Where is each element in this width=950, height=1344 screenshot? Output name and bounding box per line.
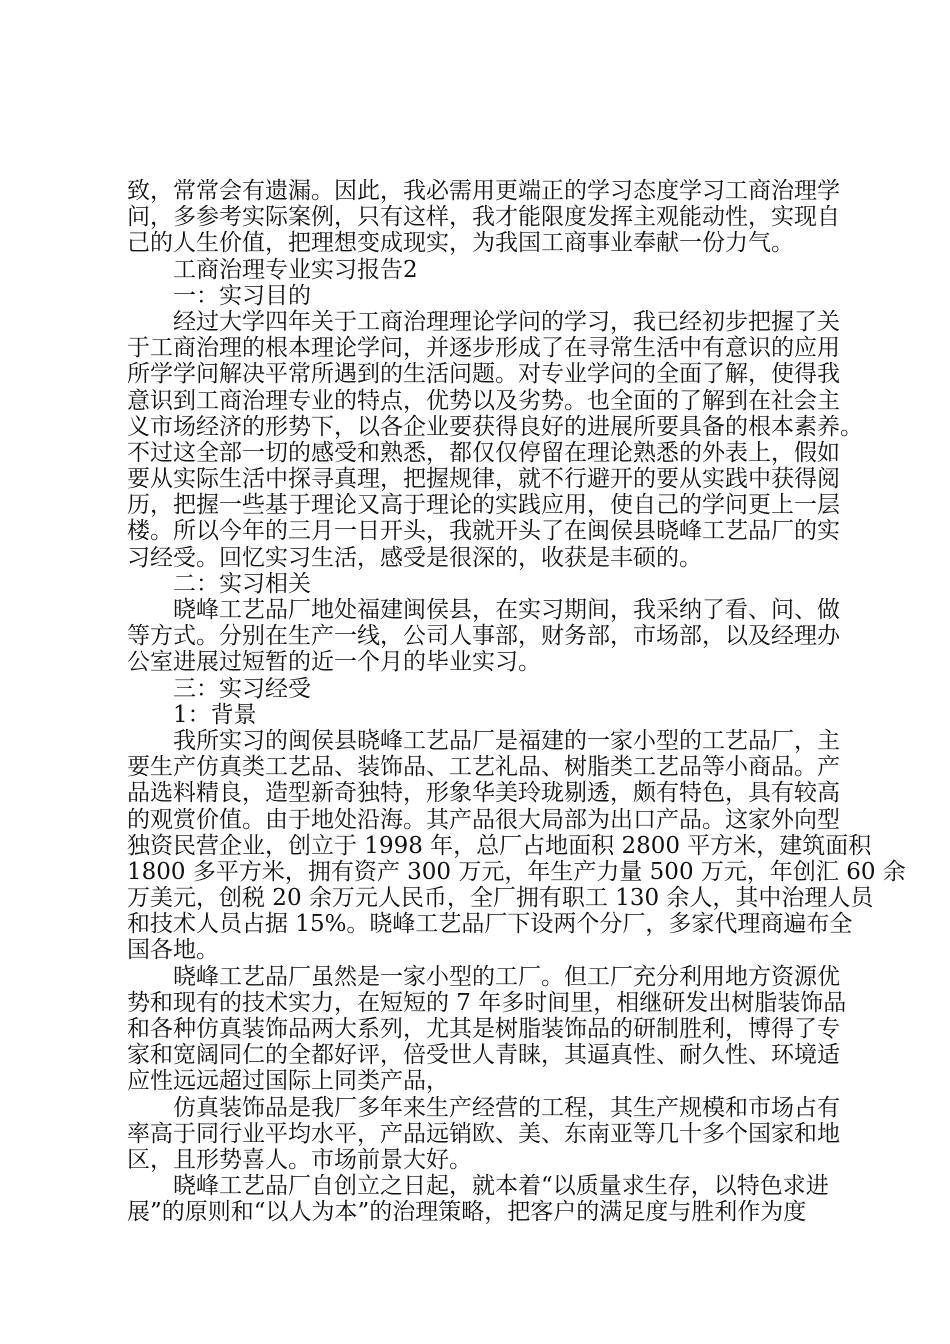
text-line: 家和宽阔同仁的全都好评，倍受世人青睐，其逼真性、耐久性、环境适 [127,1042,840,1069]
text-line: 仿真装饰品是我厂多年来生产经营的工程，其生产规模和市场占有 [173,1094,840,1121]
text-line: 1800 多平方米，拥有资产 300 万元，年生产力量 500 万元，年创汇 60 余 [127,858,906,885]
text-line: 楼。所以今年的三月一日开头，我就开头了在闽侯县晓峰工艺品厂的实 [127,518,840,545]
text-line: 习经受。回忆实习生活，感受是很深的，收获是丰硕的。 [127,544,702,571]
text-line: 二：实习相关 [173,570,311,597]
text-line: 要生产仿真类工艺品、装饰品、工艺礼品、树脂类工艺品等小商品。产 [127,754,840,781]
text-line: 和各种仿真装饰品两大系列，尤其是树脂装饰品的研制胜利，博得了专 [127,1016,840,1042]
text-line: 和技术人员占据 15%。晓峰工艺品厂下设两个分厂，多家代理商遍布全 [127,911,853,938]
text-line: 不过这全部一切的感受和熟悉，都仅仅停留在理论熟悉的外表上，假如 [127,439,840,466]
text-line: 晓峰工艺品厂自创立之日起，就本着“以质量求生存，以特色求进 [173,1173,829,1200]
text-line: 1：背景 [173,701,257,728]
text-line: 区，且形势喜人。市场前景大好。 [127,1146,472,1173]
text-line: 义市场经济的形势下，以各企业要获得良好的进展所要具备的根本素养。 [127,413,863,440]
text-line: 等方式。分别在生产一线，公司人事部，财务部，市场部，以及经理办 [127,623,840,650]
text-line: 国各地。 [127,937,219,964]
text-line: 历，把握一些基于理论又高于理论的实践应用，使自己的学问更上一层 [127,492,840,519]
text-line: 经过大学四年关于工商治理理论学问的学习，我已经初步把握了关 [173,308,840,335]
text-line: 万美元，创税 20 余万元人民币，全厂拥有职工 130 余人，其中治理人员 [127,885,874,912]
text-line: 致，常常会有遗漏。因此，我必需用更端正的学习态度学习工商治理学 [127,178,840,204]
text-line: 己的人生价值，把理想变成现实，为我国工商事业奉献一份力气。 [127,230,794,257]
text-line: 工商治理专业实习报告2 [173,256,418,283]
text-line: 要从实际生活中探寻真理，把握规律，就不行避开的要从实践中获得阅 [127,466,840,493]
text-line: 意识到工商治理专业的特点，优势以及劣势。也全面的了解到在社会主 [127,387,840,414]
text-line: 晓峰工艺品厂地处福建闽侯县，在实习期间，我采纳了看、问、做 [173,597,840,623]
text-line: 的观赏价值。由于地处沿海。其产品很大局部为出口产品。这家外向型 [127,806,840,833]
text-line: 独资民营企业，创立于 1998 年，总厂占地面积 2800 平方米，建筑面积 [127,832,872,859]
text-line: 势和现有的技术实力，在短短的 7 年多时间里，相继研发出树脂装饰品 [127,989,847,1016]
text-line: 展”的原则和“以人为本”的治理策略，把客户的满足度与胜利作为度 [127,1199,807,1226]
text-line: 我所实习的闽侯县晓峰工艺品厂是福建的一家小型的工艺品厂，主 [173,727,840,754]
text-line: 品选料精良，造型新奇独特，形象华美玲珑剔透，颇有特色，具有较高 [127,780,840,807]
text-line: 于工商治理的根本理论学问，并逐步形成了在寻常生活中有意识的应用 [127,335,840,362]
text-line: 应性远远超过国际上同类产品， [127,1068,449,1095]
text-line: 率高于同行业平均水平，产品远销欧、美、东南亚等几十多个国家和地 [127,1120,840,1147]
text-line: 三：实习经受 [173,675,311,702]
text-line: 所学学问解决平常所遇到的生活问题。对专业学问的全面了解，使得我 [127,361,840,388]
text-line: 问，多参考实际案例，只有这样，我才能限度发挥主观能动性，实现自 [127,204,840,231]
text-line: 公室进展过短暂的近一个月的毕业实习。 [127,649,541,676]
document-body [127,178,906,1226]
text-line: 晓峰工艺品厂虽然是一家小型的工厂。但工厂充分利用地方资源优 [173,963,840,990]
text-line: 一：实习目的 [173,282,311,309]
